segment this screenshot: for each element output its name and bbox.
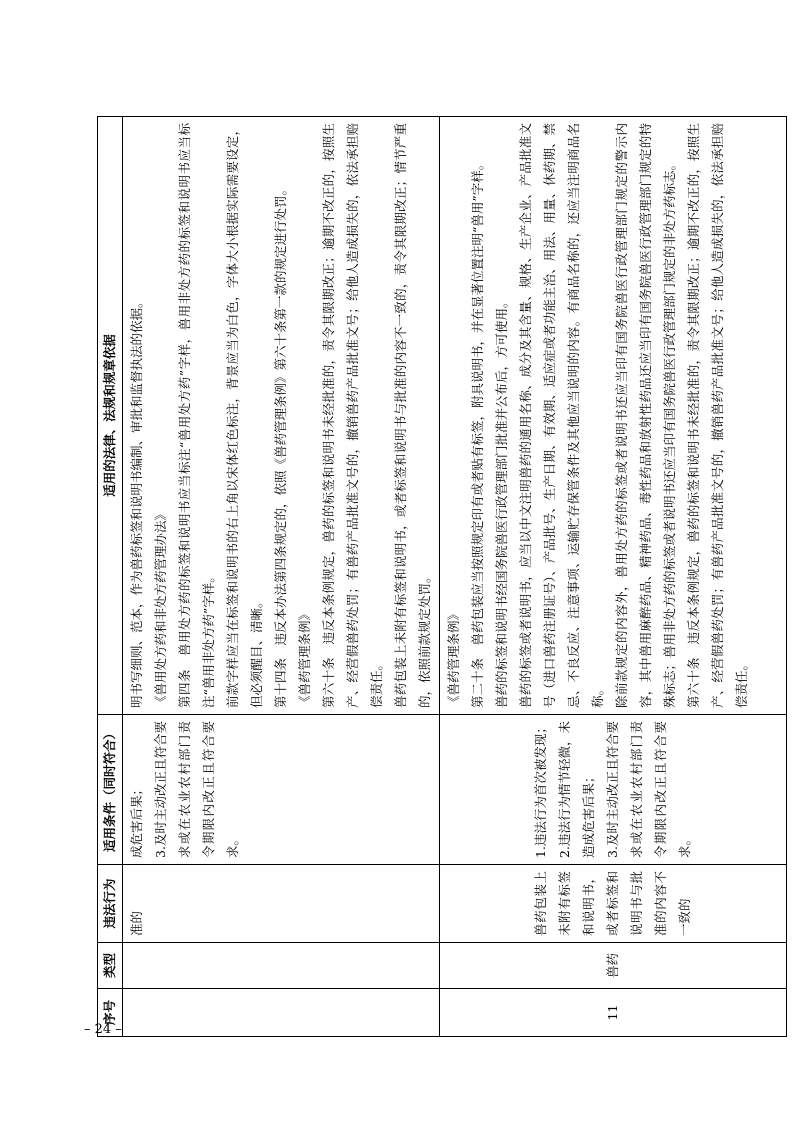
law-paragraph: 第四条 兽用处方药的标签和说明书应当标注“兽用处方药”字样，兽用非处方药的标签和说明书应当标注“兽用非处方药”字样。: [177, 123, 216, 708]
cell-seq: 11: [440, 989, 787, 1037]
cell-seq: [123, 989, 440, 1037]
law-paragraph: 《兽药管理条例》: [297, 607, 312, 708]
cell-behavior: [440, 865, 787, 943]
behavior-text: 准的: [129, 910, 144, 936]
cell-condition: [123, 715, 440, 865]
law-paragraph: 第六十条 违反本条例规定，兽药的标签和说明书未经批准的，责令其限期改正；逾期不改正的，按照生产、经营假兽药处罚；有兽药产品批准文号的，撤销兽药产品批准文号；给他人造成损失的，依法承担赔偿责任。: [686, 123, 749, 708]
condition-item: 3.及时主动改正且符合要求或在农业农村部门责令期限内改正且符合要求。: [153, 721, 240, 858]
header-type: 类型: [98, 943, 123, 989]
law-paragraph: 明书写细则、范本，作为兽药标签和说明书编制、审批和监督执法的依据。: [129, 295, 144, 708]
condition-item: 2.违法行为情节轻微，未造成危害后果；: [557, 721, 596, 858]
header-behavior: 违法行为: [98, 865, 123, 943]
law-paragraph: 除前款规定的内容外，兽用处方药的标签或者说明书还应当印有国务院兽医行政管理部门规定的警示内容，其中兽用麻醉药品、精神药品、毒性药品和放射性药品还应当印有国务院兽医行政管理部门规定的特殊标志；兽用非处方药的标签或者说明书还应当印有国务院兽医行政管理部门规定的非处方药标志。: [614, 123, 677, 708]
cell-behavior: [123, 865, 440, 943]
page-number: – 24 –: [84, 1022, 122, 1037]
cell-law: [123, 117, 440, 715]
cell-condition: [440, 715, 787, 865]
law-paragraph: 第六十条 违反本条例规定，兽药的标签和说明书未经批准的，责令其限期改正；逾期不改正的，按照生产、经营假兽药处罚；有兽药产品批准文号的，撤销兽药产品批准文号；给他人造成损失的，依法承担赔偿责任。: [321, 123, 384, 708]
header-seq: 序号: [98, 989, 123, 1037]
table-row: [440, 117, 787, 1037]
header-row: [98, 117, 123, 1037]
law-paragraph: 《兽药管理条例》: [446, 607, 461, 708]
condition-item: 1.违法行为首次被发现；: [533, 721, 548, 858]
cell-type: [123, 943, 440, 989]
law-paragraph: 第十四条 违反本办法第四条规定的，依照《兽药管理条例》第六十条第一款的规定进行处罚。: [273, 182, 288, 708]
law-table: [97, 116, 787, 1037]
condition-item: 3.及时主动改正且符合要求或在农业农村部门责令期限内改正且符合要求。: [605, 721, 692, 858]
law-paragraph: 第二十条 兽药包装应当按照规定印有或者贴有标签，附具说明书，并在显著位置注明“兽用”字样。: [470, 157, 485, 708]
cell-law: [440, 117, 787, 715]
rotated-table-container: [97, 117, 787, 1037]
law-paragraph: 前款字样应当在标签和说明书的右上角以宋体红色标注，背景应当为白色，字体大小根据实际需要设定，但必须醒目、清晰。: [225, 123, 264, 708]
condition-item: 成危害后果；: [129, 782, 144, 858]
table-row: [123, 117, 440, 1037]
law-paragraph: 《兽用处方药和非处方药管理办法》: [153, 507, 168, 708]
law-paragraph: 兽药包装上未附有标签和说明书，或者标签和说明书与批准的内容不一致的，责令其限期改正；情节严重的，依照前款规定处罚。: [393, 123, 432, 708]
cell-type: 兽药: [440, 943, 787, 989]
law-paragraph: 兽药的标签或者说明书，应当以中文注明兽药的通用名称、成分及其含量、规格、生产企业、产品批准文号（进口兽药注册证号）、产品批号、生产日期、有效期、适应症或者功能主治、用法、用量、休药期、禁忌、不良反应、注意事项、运输贮存保管条件及其他应当说明的内容。有商品名称的，还应当注明商品名称。: [518, 123, 605, 708]
header-condition: 适用条件（同时符合）: [98, 715, 123, 865]
behavior-text: 兽药包装上未附有标签和说明书，或者标签和说明书与批准的内容不一致的: [533, 871, 692, 936]
law-paragraph: 兽药的标签和说明书经国务院兽医行政管理部门批准并公布后，方可使用。: [494, 295, 509, 708]
header-law: 适用的法律、法规和规章依据: [98, 117, 123, 715]
